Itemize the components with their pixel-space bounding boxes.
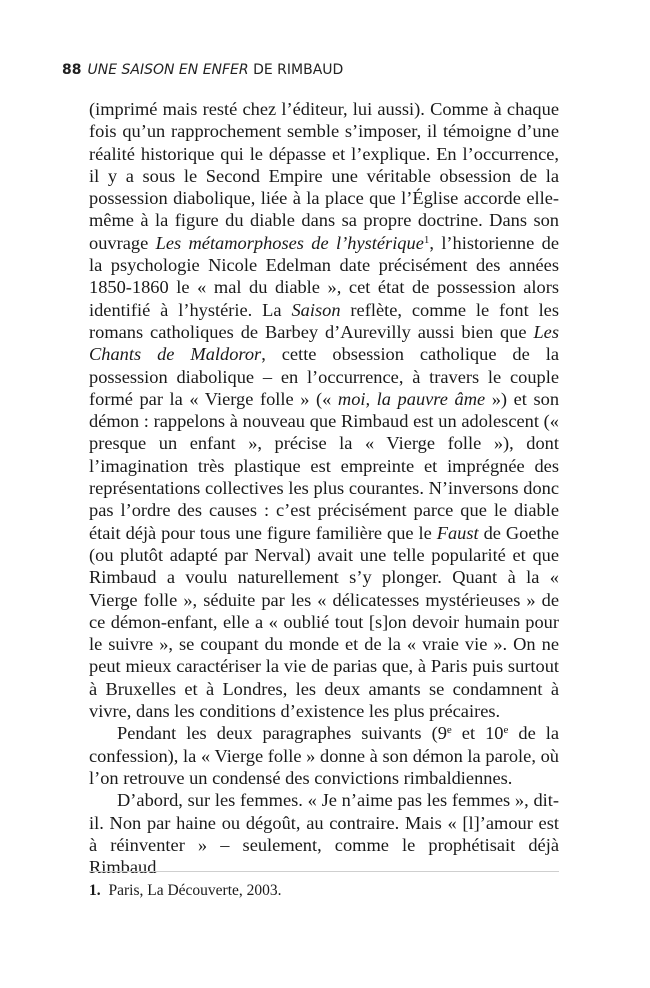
- italic-text: Saison: [291, 299, 341, 320]
- footnote-divider: [89, 871, 559, 872]
- superscript: e: [503, 724, 509, 737]
- superscript: 1: [423, 233, 430, 246]
- paragraph: [89, 789, 559, 878]
- text-run: de la confession), la « Vierge folle » donne à son démon la parole, où l’on retrouve un condensé des convictions rimbaldiennes.: [89, 723, 560, 788]
- paragraph: [89, 98, 559, 722]
- italic-text: Faust: [436, 522, 479, 543]
- running-head: [62, 62, 343, 78]
- footnote: [89, 882, 559, 900]
- superscript: e: [446, 724, 452, 737]
- text-run: et 10: [451, 723, 504, 744]
- footnote-text: Paris, La Découverte, 2003.: [104, 882, 282, 899]
- paragraph: [89, 722, 559, 789]
- text-run: ») et son démon : rappelons à nouveau que Rimbaud est un adolescent (« presque un enfant », précise la « Vierge folle »), dont l’imagination très plastique est empreinte et imprégnée des représentations collectives les plus courantes. N’inversons donc pas l’ordre des causes : c’est précisément parce que le diable était déjà pour tous une figure familière que le: [89, 388, 560, 543]
- italic-text: moi, la pauvre âme: [337, 388, 486, 409]
- text-run: (imprimé mais resté chez l’éditeur, lui aussi). Comme à chaque fois qu’un rapprochement semble s’imposer, il témoigne d’une réalité historique qui le dépasse et l’explique. En l’occurrence, il y a sous le Second Empire une véritable obsession de la possession diabolique, liée à la place que l’Église accorde elle-même à la figure du diable dans sa propre doctrine. Dans son ouvrage: [89, 99, 559, 253]
- book-title-italic: UNE SAISON EN ENFER: [87, 62, 249, 78]
- book-title-rest: DE RIMBAUD: [248, 62, 344, 78]
- text-run: D’abord, sur les femmes. « Je n’aime pas les femmes », dit-il. Non par haine ou dégoût, au contraire. Mais « [l]’amour est à réinventer » – seulement, comme le prophétisait déjà Rimbaud: [89, 790, 559, 878]
- text-run: , l’historienne de la psychologie Nicole Edelman date précisément des années 1850-1860 le « mal du diable », cet état de possession alors identifié à l’hystérie. La: [89, 232, 559, 320]
- body-text: [89, 98, 559, 878]
- text-run: reflète, comme le font les romans catholiques de Barbey d’Aurevilly aussi bien que: [89, 299, 560, 342]
- text-run: Pendant les deux paragraphes suivants (9: [117, 723, 447, 744]
- footnote-number: 1.: [89, 882, 101, 899]
- italic-text: Les métamorphoses de l’hystérique: [155, 232, 424, 253]
- italic-text: Les Chants de Maldoror: [89, 321, 559, 365]
- text-run: , cette obsession catholique de la possession diabolique – en l’occurrence, à travers le couple formé par la « Vierge folle » («: [89, 344, 560, 409]
- page-number: 88: [62, 62, 82, 78]
- text-run: de Goethe (ou plutôt adapté par Nerval) avait une telle popularité et que Rimbaud a voulu naturellement s’y plonger. Quant à la « Vierge folle », séduite par les « délicatesses mystérieuses » de ce démon-enfant, elle a « oublié tout [s]on devoir humain pour le suivre », se coupant du monde et de la « vraie vie ». On ne peut mieux caractériser la vie de parias que, à Paris puis surtout à Bruxelles et à Londres, les deux amants se condamnent à vivre, dans les conditions d’existence les plus précaires.: [89, 522, 559, 722]
